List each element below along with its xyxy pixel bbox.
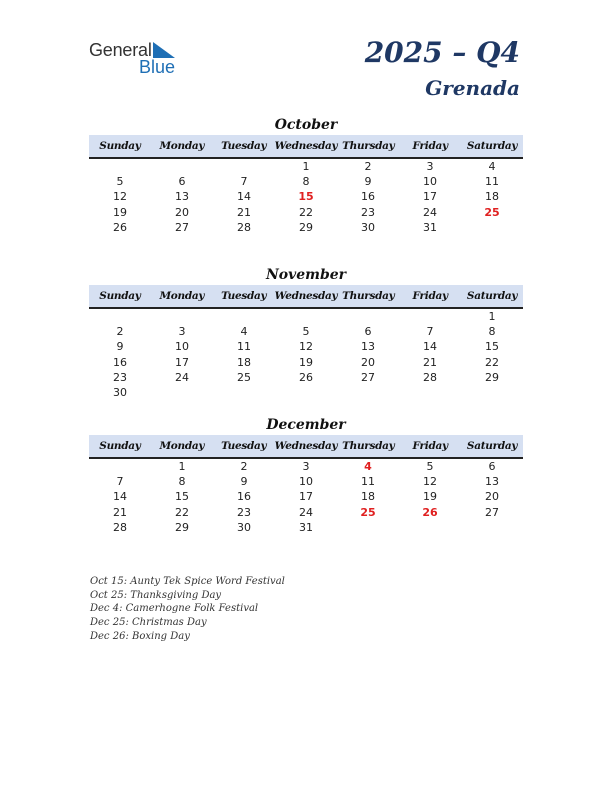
day-cell: 30 xyxy=(113,386,127,400)
week-row xyxy=(89,489,523,504)
weekday-label: Tuesday xyxy=(221,290,267,302)
weekday-label: Friday xyxy=(412,440,448,452)
day-cell: 15 xyxy=(298,190,314,204)
day-cell: 24 xyxy=(175,370,189,384)
day-cell: 12 xyxy=(299,340,313,354)
month-grid xyxy=(89,309,523,400)
day-cell: 27 xyxy=(485,505,499,519)
day-cell: 9 xyxy=(364,175,372,189)
day-cell: 19 xyxy=(113,205,127,219)
weekday-label: Monday xyxy=(159,290,205,302)
day-cell: 16 xyxy=(113,355,127,369)
day-cell: 13 xyxy=(485,475,499,489)
weekday-label: Friday xyxy=(412,290,448,302)
day-cell: 4 xyxy=(488,160,496,174)
day-cell: 31 xyxy=(423,220,437,234)
day-cell: 16 xyxy=(237,490,251,504)
day-cell: 16 xyxy=(361,190,375,204)
weekday-label: Monday xyxy=(159,140,205,152)
week-row xyxy=(89,505,523,520)
day-cell: 17 xyxy=(175,355,189,369)
day-cell: 9 xyxy=(116,340,124,354)
month-grid xyxy=(89,159,523,235)
weekday-header xyxy=(89,285,523,309)
day-cell: 8 xyxy=(302,175,310,189)
day-cell: 28 xyxy=(237,220,251,234)
week-row xyxy=(89,205,523,220)
day-cell: 3 xyxy=(178,325,186,339)
logo-triangle-icon xyxy=(153,42,177,58)
holiday-note: Oct 15: Aunty Tek Spice Word Festival xyxy=(90,576,285,587)
month-december xyxy=(89,415,523,535)
weekday-label: Thursday xyxy=(342,440,395,452)
weekday-label: Saturday xyxy=(466,140,518,152)
day-cell: 6 xyxy=(178,175,186,189)
day-cell: 27 xyxy=(175,220,189,234)
page-subtitle: Grenada xyxy=(425,76,520,100)
day-cell: 26 xyxy=(422,505,438,519)
day-cell: 23 xyxy=(361,205,375,219)
day-cell: 24 xyxy=(299,505,313,519)
month-name: December xyxy=(266,417,346,433)
weekday-header xyxy=(89,135,523,159)
day-cell: 11 xyxy=(237,340,251,354)
week-row xyxy=(89,459,523,474)
day-cell: 1 xyxy=(488,310,496,324)
day-cell: 1 xyxy=(302,160,310,174)
month-october xyxy=(89,115,523,235)
day-cell: 29 xyxy=(299,220,313,234)
day-cell: 29 xyxy=(175,520,189,534)
day-cell: 4 xyxy=(240,325,248,339)
day-cell: 11 xyxy=(361,475,375,489)
day-cell: 9 xyxy=(240,475,248,489)
week-row xyxy=(89,385,523,400)
week-row xyxy=(89,324,523,339)
day-cell: 5 xyxy=(426,460,434,474)
holiday-note: Dec 26: Boxing Day xyxy=(90,630,190,642)
day-cell: 8 xyxy=(488,325,496,339)
day-cell: 5 xyxy=(116,175,124,189)
week-row xyxy=(89,174,523,189)
day-cell: 15 xyxy=(175,490,189,504)
day-cell: 19 xyxy=(423,490,437,504)
weekday-label: Wednesday xyxy=(274,440,338,452)
week-row xyxy=(89,474,523,489)
month-name: October xyxy=(274,117,338,133)
day-cell: 25 xyxy=(237,370,251,384)
day-cell: 26 xyxy=(299,370,313,384)
week-row xyxy=(89,189,523,204)
weekday-label: Friday xyxy=(412,140,448,152)
weekday-label: Sunday xyxy=(99,290,141,302)
week-row xyxy=(89,355,523,370)
month-name: November xyxy=(265,267,347,283)
weekday-label: Saturday xyxy=(466,440,518,452)
day-cell: 3 xyxy=(426,160,434,174)
day-cell: 28 xyxy=(423,370,437,384)
day-cell: 25 xyxy=(484,205,500,219)
day-cell: 10 xyxy=(423,175,437,189)
day-cell: 29 xyxy=(485,370,499,384)
day-cell: 19 xyxy=(299,355,313,369)
day-cell: 30 xyxy=(361,220,375,234)
weekday-label: Wednesday xyxy=(274,290,338,302)
weekday-label: Thursday xyxy=(342,290,395,302)
day-cell: 14 xyxy=(423,340,437,354)
day-cell: 28 xyxy=(113,520,127,534)
day-cell: 14 xyxy=(237,190,251,204)
logo xyxy=(89,40,199,80)
day-cell: 3 xyxy=(302,460,310,474)
day-cell: 17 xyxy=(299,490,313,504)
day-cell: 21 xyxy=(423,355,437,369)
day-cell: 1 xyxy=(178,460,186,474)
day-cell: 14 xyxy=(113,490,127,504)
page-title: 2025 – Q4 xyxy=(364,36,520,69)
day-cell: 10 xyxy=(175,340,189,354)
week-row xyxy=(89,339,523,354)
day-cell: 8 xyxy=(178,475,186,489)
day-cell: 2 xyxy=(240,460,248,474)
weekday-label: Tuesday xyxy=(221,440,267,452)
logo-blue-text: Blue xyxy=(139,57,176,77)
day-cell: 13 xyxy=(361,340,375,354)
day-cell: 25 xyxy=(360,505,376,519)
weekday-label: Saturday xyxy=(466,290,518,302)
day-cell: 10 xyxy=(299,475,313,489)
day-cell: 26 xyxy=(113,220,127,234)
week-row xyxy=(89,309,523,324)
week-row xyxy=(89,220,523,235)
day-cell: 5 xyxy=(302,325,310,339)
day-cell: 30 xyxy=(237,520,251,534)
weekday-label: Tuesday xyxy=(221,140,267,152)
day-cell: 7 xyxy=(240,175,248,189)
day-cell: 7 xyxy=(116,475,124,489)
holiday-note: Oct 25: Thanksgiving Day xyxy=(90,589,222,601)
day-cell: 6 xyxy=(364,325,372,339)
weekday-header xyxy=(89,435,523,459)
holiday-note: Dec 4: Camerhogne Folk Festival xyxy=(90,603,259,615)
holiday-notes xyxy=(90,575,285,643)
day-cell: 20 xyxy=(175,205,189,219)
day-cell: 15 xyxy=(485,340,499,354)
weekday-label: Sunday xyxy=(99,440,141,452)
day-cell: 22 xyxy=(485,355,499,369)
day-cell: 13 xyxy=(175,190,189,204)
weekday-label: Sunday xyxy=(99,140,141,152)
day-cell: 17 xyxy=(423,190,437,204)
weekday-label: Thursday xyxy=(342,140,395,152)
day-cell: 22 xyxy=(299,205,313,219)
day-cell: 22 xyxy=(175,505,189,519)
day-cell: 24 xyxy=(423,205,437,219)
holiday-note: Dec 25: Christmas Day xyxy=(90,617,207,629)
day-cell: 31 xyxy=(299,520,313,534)
week-row xyxy=(89,370,523,385)
day-cell: 21 xyxy=(237,205,251,219)
day-cell: 12 xyxy=(113,190,127,204)
day-cell: 2 xyxy=(364,160,372,174)
day-cell: 20 xyxy=(361,355,375,369)
weekday-label: Monday xyxy=(159,440,205,452)
month-grid xyxy=(89,459,523,535)
day-cell: 21 xyxy=(113,505,127,519)
weekday-label: Wednesday xyxy=(274,140,338,152)
day-cell: 7 xyxy=(426,325,434,339)
week-row xyxy=(89,159,523,174)
day-cell: 6 xyxy=(488,460,496,474)
logo-general-text: General xyxy=(89,40,152,60)
day-cell: 18 xyxy=(485,190,499,204)
month-november xyxy=(89,265,523,400)
day-cell: 11 xyxy=(485,175,499,189)
day-cell: 20 xyxy=(485,490,499,504)
day-cell: 27 xyxy=(361,370,375,384)
day-cell: 18 xyxy=(361,490,375,504)
day-cell: 23 xyxy=(237,505,251,519)
day-cell: 4 xyxy=(364,460,372,474)
week-row xyxy=(89,520,523,535)
day-cell: 23 xyxy=(113,370,127,384)
day-cell: 2 xyxy=(116,325,124,339)
day-cell: 12 xyxy=(423,475,437,489)
day-cell: 18 xyxy=(237,355,251,369)
